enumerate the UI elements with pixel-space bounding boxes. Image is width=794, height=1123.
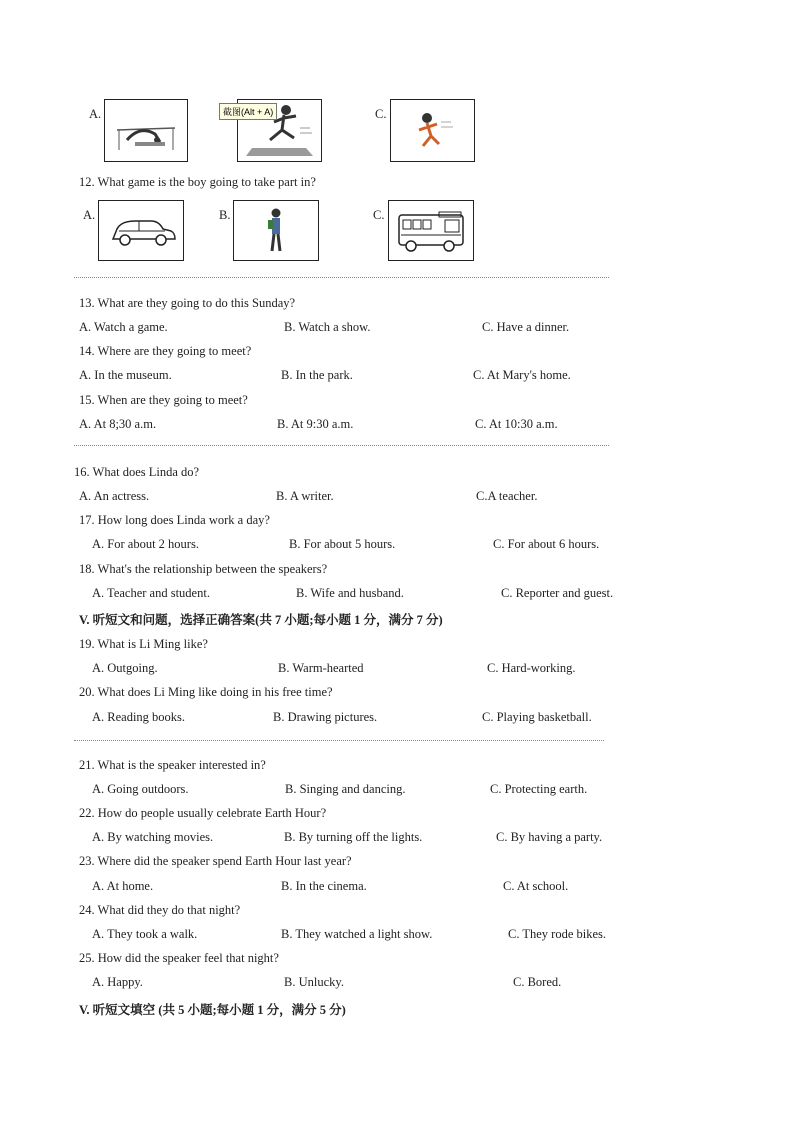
question-19: 19. What is Li Ming like? [79,637,208,651]
option-a: A. By watching movies. [92,830,214,844]
question-25: 25. How did the speaker feel that night? [79,951,279,965]
question-22: 22. How do people usually celebrate Earth Hour? [79,806,327,820]
option-a: A. In the museum. [79,368,172,382]
option-b: B. For about 5 hours. [289,537,396,551]
option-b: B. Watch a show. [284,320,371,334]
option-a: A. Watch a game. [79,320,168,334]
question-16: 16. What does Linda do? [74,465,200,479]
option-a: A. At 8;30 a.m. [79,417,157,431]
option-c: C. Bored. [513,975,562,989]
question-18: 18. What's the relationship between the speakers? [79,562,328,576]
option-c: C.A teacher. [476,489,538,503]
option-b: B. They watched a light show. [281,927,433,941]
option-a: A. Outgoing. [92,661,158,675]
option-label-a: A. [83,208,96,222]
option-b: B. Warm-hearted [278,661,364,675]
bus-image [388,200,474,261]
option-a: A. Going outdoors. [92,782,189,796]
car-image [98,200,184,261]
separator [74,740,604,741]
question-13: 13. What are they going to do this Sunday? [79,296,296,310]
separator [74,277,609,278]
option-b: B. By turning off the lights. [284,830,423,844]
option-b: B. Singing and dancing. [285,782,406,796]
question-21: 21. What is the speaker interested in? [79,758,266,772]
option-a: A. Happy. [92,975,143,989]
option-c: C. Reporter and guest. [501,586,614,600]
option-a: A. Teacher and student. [92,586,210,600]
section-heading: V. 听短文和问题，选择正确答案(共 7 小题;每小题 1 分，满分 7 分) [79,613,443,627]
option-b: B. At 9:30 a.m. [277,417,354,431]
option-b: B. In the park. [281,368,353,382]
option-label-b: B. [219,208,231,222]
option-label-c: C. [375,107,387,121]
option-b: B. Unlucky. [284,975,344,989]
option-b: B. A writer. [276,489,334,503]
question-12: 12. What game is the boy going to take part in? [79,175,316,189]
option-c: C. They rode bikes. [508,927,607,941]
walking-boy-image [233,200,319,261]
high-jump-image [104,99,188,162]
option-b: B. Wife and husband. [296,586,404,600]
separator [74,445,609,446]
question-14: 14. Where are they going to meet? [79,344,252,358]
question-15: 15. When are they going to meet? [79,393,248,407]
option-c: C. By having a party. [496,830,603,844]
option-label-c: C. [373,208,385,222]
option-a: A. For about 2 hours. [92,537,199,551]
option-a: A. At home. [92,879,154,893]
option-c: C. Hard-working. [487,661,576,675]
question-23: 23. Where did the speaker spend Earth Hour last year? [79,854,352,868]
question-20: 20. What does Li Ming like doing in his free time? [79,685,333,699]
option-c: C. Have a dinner. [482,320,570,334]
question-17: 17. How long does Linda work a day? [79,513,270,527]
running-boy-image [390,99,475,162]
option-c: C. At Mary's home. [473,368,571,382]
question-24: 24. What did they do that night? [79,903,241,917]
option-c: C. At 10:30 a.m. [475,417,558,431]
option-c: C. Playing basketball. [482,710,592,724]
option-c: C. Protecting earth. [490,782,588,796]
option-b: B. In the cinema. [281,879,367,893]
option-label-a: A. [89,107,102,121]
option-c: C. For about 6 hours. [493,537,600,551]
section-heading: V. 听短文填空 (共 5 小题;每小题 1 分，满分 5 分) [79,1003,346,1017]
option-b: B. Drawing pictures. [273,710,378,724]
option-a: A. An actress. [79,489,150,503]
option-c: C. At school. [503,879,569,893]
option-a: A. Reading books. [92,710,186,724]
screenshot-tooltip: 截图(Alt + A) [219,103,277,120]
option-a: A. They took a walk. [92,927,198,941]
